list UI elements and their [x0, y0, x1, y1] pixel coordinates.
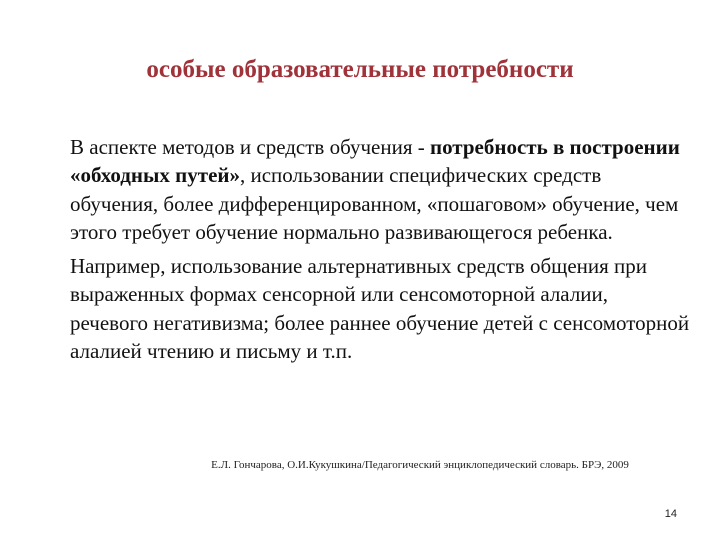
slide-title: особые образовательные потребности — [146, 56, 574, 83]
citation: Е.Л. Гончарова, О.И.Кукушкина/Педагогический энциклопедический словарь. БРЭ, 2009 — [211, 459, 629, 471]
paragraph-methods-end: , использовании специфических средств обучения, более дифференцированном, «пошаговом» обучение, чем этого требует обучение нормально развивающегося ребенка. — [70, 163, 679, 244]
page-number: 14 — [664, 508, 677, 520]
paragraph-methods-start: В аспекте методов и средств обучения - — [70, 135, 430, 159]
paragraph-methods-bold: потребность в построении «обходных путей» — [70, 135, 680, 188]
slide-body — [70, 133, 690, 371]
paragraph-methods — [70, 133, 690, 246]
paragraph-example: Например, использование альтернативных средств общения при выраженных формах сенсорной или сенсомоторной алалии, речевого негативизма; более раннее обучение детей с сенсомоторной алалией чтению и письму и т.п. — [70, 254, 690, 364]
